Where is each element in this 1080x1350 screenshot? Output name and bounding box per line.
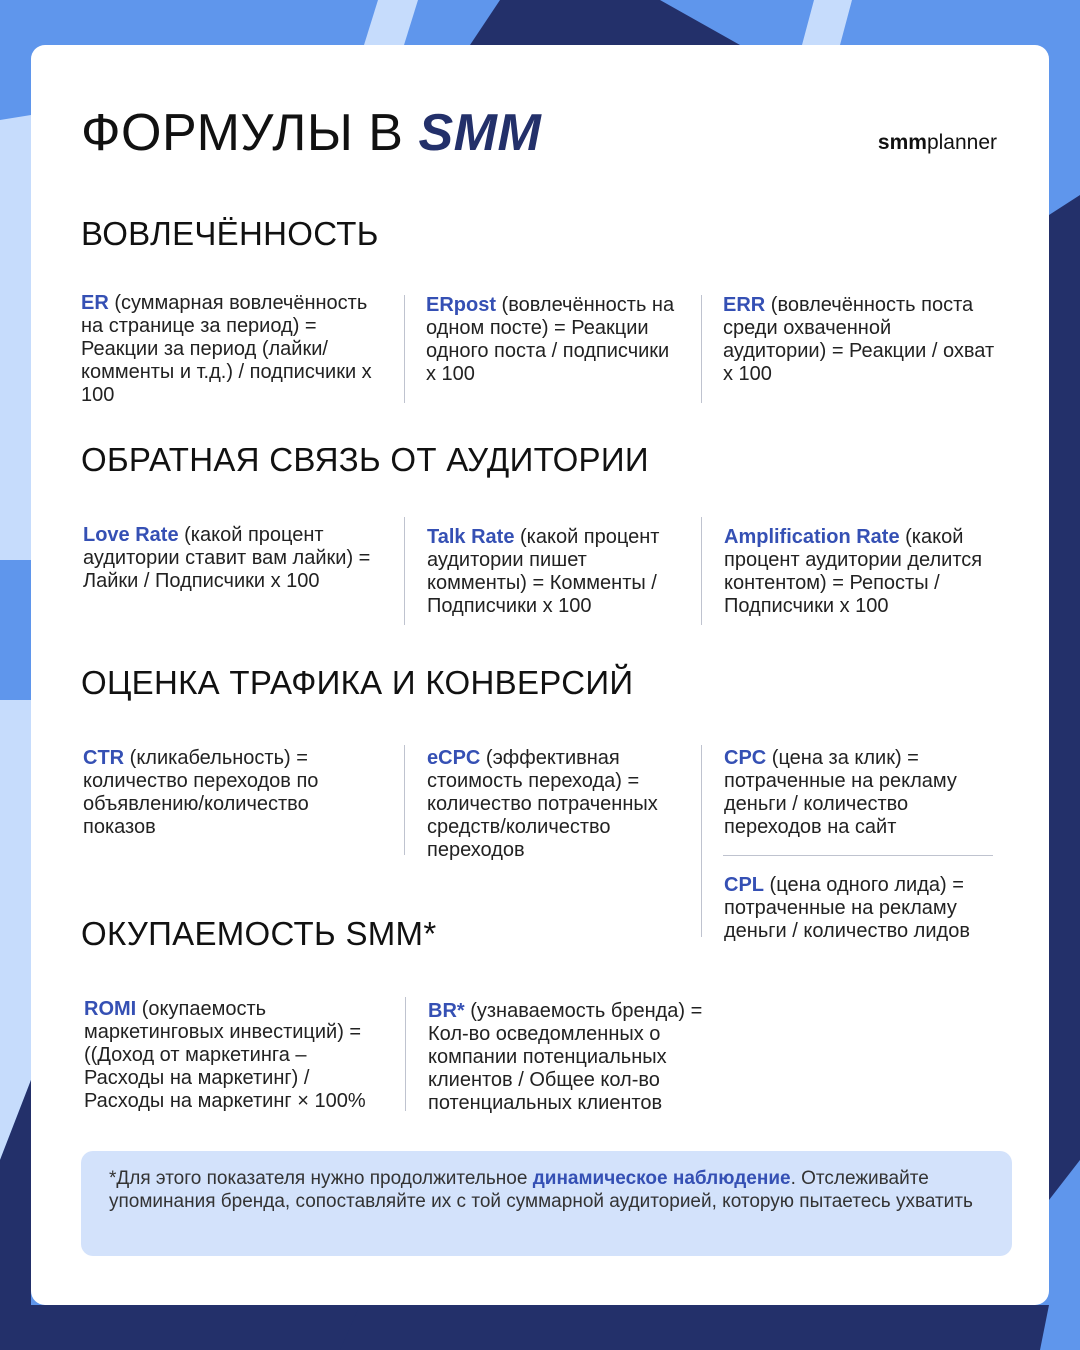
formula-ctr: CTR (кликабельность) = количество переходов по объявлению/количество показов (83, 747, 319, 838)
section-title-feedback: ОБРАТНАЯ СВЯЗЬ ОТ АУДИТОРИИ (81, 441, 649, 478)
divider (404, 745, 405, 855)
title-prefix: ФОРМУЛЫ В (81, 104, 419, 162)
formula-er: ER (суммарная вовлечённость на странице за период) = Реакции за период (лайки/ комменты и т.д.) / подписчики х 100 (81, 292, 372, 406)
content-card (31, 45, 1049, 1305)
formula-err: ERR (вовлечённость поста среди охваченной аудитории) = Реакции / охват х 100 (723, 294, 995, 385)
bg-light-left-lower (0, 700, 31, 1160)
formula-br: BR* (узнаваемость бренда) = Кол-во осведомленных о компании потенциальных клиентов / Общее кол-во потенциальных клиентов (428, 1000, 703, 1114)
section-title-roi: ОКУПАЕМОСТЬ SMM* (81, 915, 437, 952)
formula-ecpc: eCPC (эффективная стоимость перехода) = количество потраченных средств/количество переходов (427, 747, 658, 861)
formula-erpost: ERpost (вовлечённость на одном посте) = Реакции одного поста / подписчики х 100 (426, 294, 675, 385)
title-accent: SMM (418, 104, 542, 162)
divider (701, 517, 702, 625)
section-title-engagement: ВОВЛЕЧЁННОСТЬ (81, 215, 379, 252)
formula-love-rate: Love Rate (какой процент аудитории ставит вам лайки) = Лайки / Подписчики х 100 (83, 524, 371, 592)
formula-cpl: CPL (цена одного лида) = потраченные на рекламу деньги / количество лидов (724, 874, 970, 942)
divider (701, 745, 702, 937)
page-title (81, 103, 541, 163)
formula-amplification-rate: Amplification Rate (какой процент аудитории делится контентом) = Репосты / Подписчики х 100 (724, 526, 983, 617)
divider-horizontal (723, 855, 993, 856)
formula-cpc: CPC (цена за клик) = потраченные на рекламу деньги / количество переходов на сайт (724, 747, 957, 838)
footnote-box (81, 1151, 1012, 1256)
formula-talk-rate: Talk Rate (какой процент аудитории пишет комменты) = Комменты / Подписчики х 100 (427, 526, 660, 617)
footnote-highlight: динамическое наблюдение (532, 1168, 791, 1189)
divider (404, 295, 405, 403)
bg-light-left (0, 115, 31, 560)
divider (404, 517, 405, 625)
footnote-text: *Для этого показателя нужно продолжительное динамическое наблюдение. Отслеживайте упоминания бренда, сопоставляйте их с той суммарной аудиторией, которую пытаетесь ухватить (109, 1168, 973, 1212)
divider (405, 997, 406, 1111)
bg-light-strip-top-right (802, 0, 852, 45)
formula-romi: ROMI (окупаемость маркетинговых инвестиций) = ((Доход от маркетинга – Расходы на маркетинг) / Расходы на маркетинг × 100% (84, 998, 366, 1112)
logo-bold: smm (877, 131, 927, 154)
section-title-traffic: ОЦЕНКА ТРАФИКА И КОНВЕРСИЙ (81, 664, 634, 701)
bg-light-strip-top-left (364, 0, 418, 45)
logo-regular: planner (926, 131, 997, 154)
divider (701, 295, 702, 403)
smmplanner-logo (878, 131, 997, 155)
bg-navy-top (470, 0, 740, 45)
